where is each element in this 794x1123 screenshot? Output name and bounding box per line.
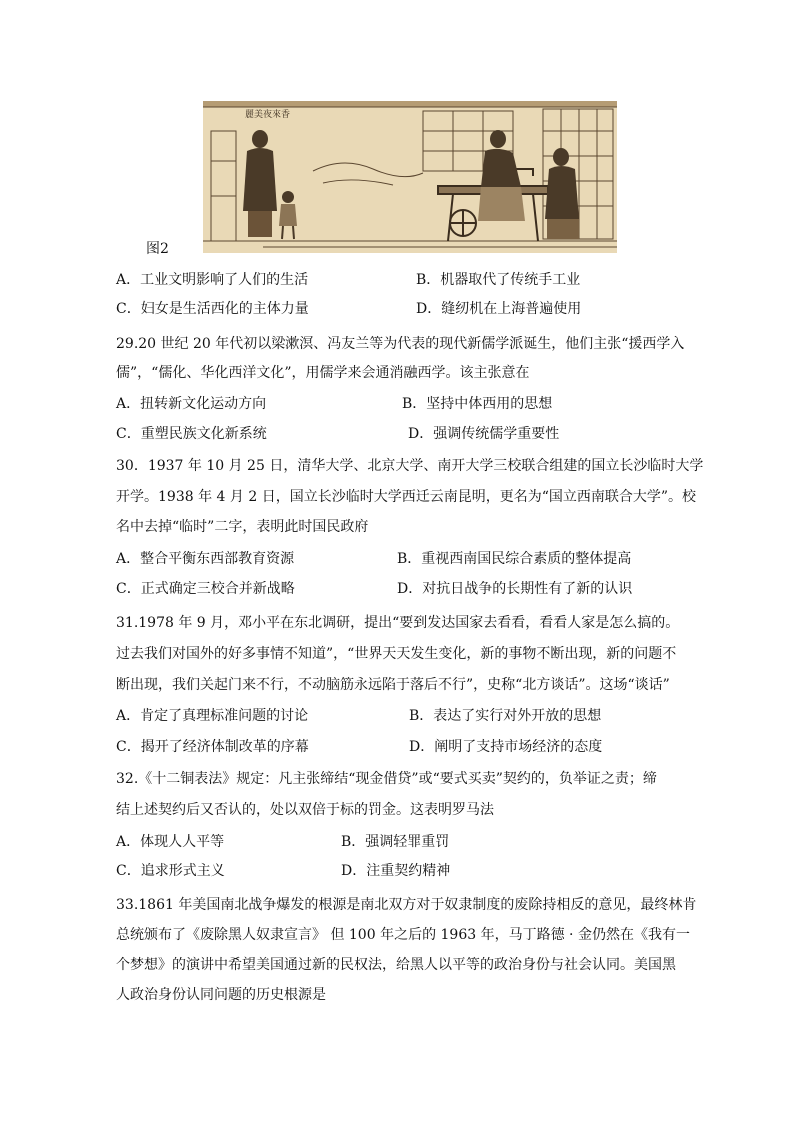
figure-label: 图2 (146, 241, 169, 257)
q28-option-b: B．机器取代了传统手工业 (416, 272, 581, 288)
engraving-image (203, 101, 617, 253)
q30-option-b: B．重视西南国民综合素质的整体提高 (397, 551, 632, 567)
q31-option-c: C．揭开了经济体制改革的序幕 (116, 739, 309, 755)
q32-stem-line-1: 32.《十二铜表法》规定：凡主张缔结“现金借贷”或“要式买卖”契约的，负举证之责；缔 (116, 771, 657, 787)
q29-option-b: B．坚持中体西用的思想 (402, 396, 553, 412)
q31-option-d: D．阐明了支持市场经济的态度 (409, 739, 603, 755)
q33-stem-line-4: 人政治身份认同问题的历史根源是 (116, 987, 326, 1003)
q28-option-c: C．妇女是生活西化的主体力量 (116, 301, 309, 317)
sewing-machine-illustration (203, 101, 617, 253)
q29-stem-line-2: 儒”，“儒化、华化西洋文化”，用儒学来会通消融西学。该主张意在 (116, 365, 530, 381)
q29-stem-line-1: 29.20 世纪 20 年代初以梁漱溟、冯友兰等为代表的现代新儒学派诞生，他们主张“援西学入 (116, 336, 685, 352)
illustration-title: 麗美夜來香 (245, 110, 291, 120)
q29-option-d: D．强调传统儒学重要性 (408, 426, 560, 442)
q30-stem-line-2: 开学。1938 年 4 月 2 日，国立长沙临时大学西迁云南昆明，更名为“国立西南联合大学”。校 (116, 489, 697, 505)
q32-option-a: A．体现人人平等 (116, 834, 225, 850)
q31-stem-line-1: 31.1978 年 9 月，邓小平在东北调研，提出“要到发达国家去看看，看看人家是怎么搞的。 (116, 615, 680, 631)
q33-stem-line-3: 个梦想》的演讲中希望美国通过新的民权法，给黑人以平等的政治身份与社会认同。美国黑 (116, 957, 676, 973)
q29-option-c: C．重塑民族文化新系统 (116, 426, 267, 442)
q32-option-b: B．强调轻罪重罚 (341, 834, 450, 850)
q33-stem-line-1: 33.1861 年美国南北战争爆发的根源是南北双方对于奴隶制度的废除持相反的意见，最终林肯 (116, 897, 697, 913)
q31-option-b: B．表达了实行对外开放的思想 (409, 708, 602, 724)
q31-stem-line-2: 过去我们对国外的好多事情不知道”，“世界天天发生变化，新的事物不断出现，新的问题不 (116, 646, 677, 662)
q30-option-c: C．正式确定三校合并新战略 (116, 581, 295, 597)
q32-option-c: C．追求形式主义 (116, 863, 225, 879)
q29-option-a: A．扭转新文化运动方向 (116, 396, 267, 412)
q31-stem-line-3: 断出现，我们关起门来不行，不动脑筋永远陷于落后不行”，史称“北方谈话”。这场“谈话” (116, 677, 670, 693)
q30-stem-line-3: 名中去掉“临时”二字，表明此时国民政府 (116, 519, 369, 535)
q28-option-a: A．工业文明影响了人们的生活 (116, 272, 309, 288)
q30-stem-line-1: 30．1937 年 10 月 25 日，清华大学、北京大学、南开大学三校联合组建的国立长沙临时大学 (116, 458, 704, 474)
q28-option-d: D．缝纫机在上海普遍使用 (416, 301, 582, 317)
q30-option-a: A．整合平衡东西部教育资源 (116, 551, 295, 567)
q32-stem-line-2: 结上述契约后又否认的，处以双倍于标的罚金。这表明罗马法 (116, 802, 494, 818)
q31-option-a: A．肯定了真理标准问题的讨论 (116, 708, 309, 724)
q33-stem-line-2: 总统颁布了《废除黑人奴隶宣言》 但 100 年之后的 1963 年，马丁路德 · 金仍然在《我有一 (116, 927, 690, 943)
q32-option-d: D．注重契约精神 (341, 863, 451, 879)
q30-option-d: D．对抗日战争的长期性有了新的认识 (397, 581, 633, 597)
